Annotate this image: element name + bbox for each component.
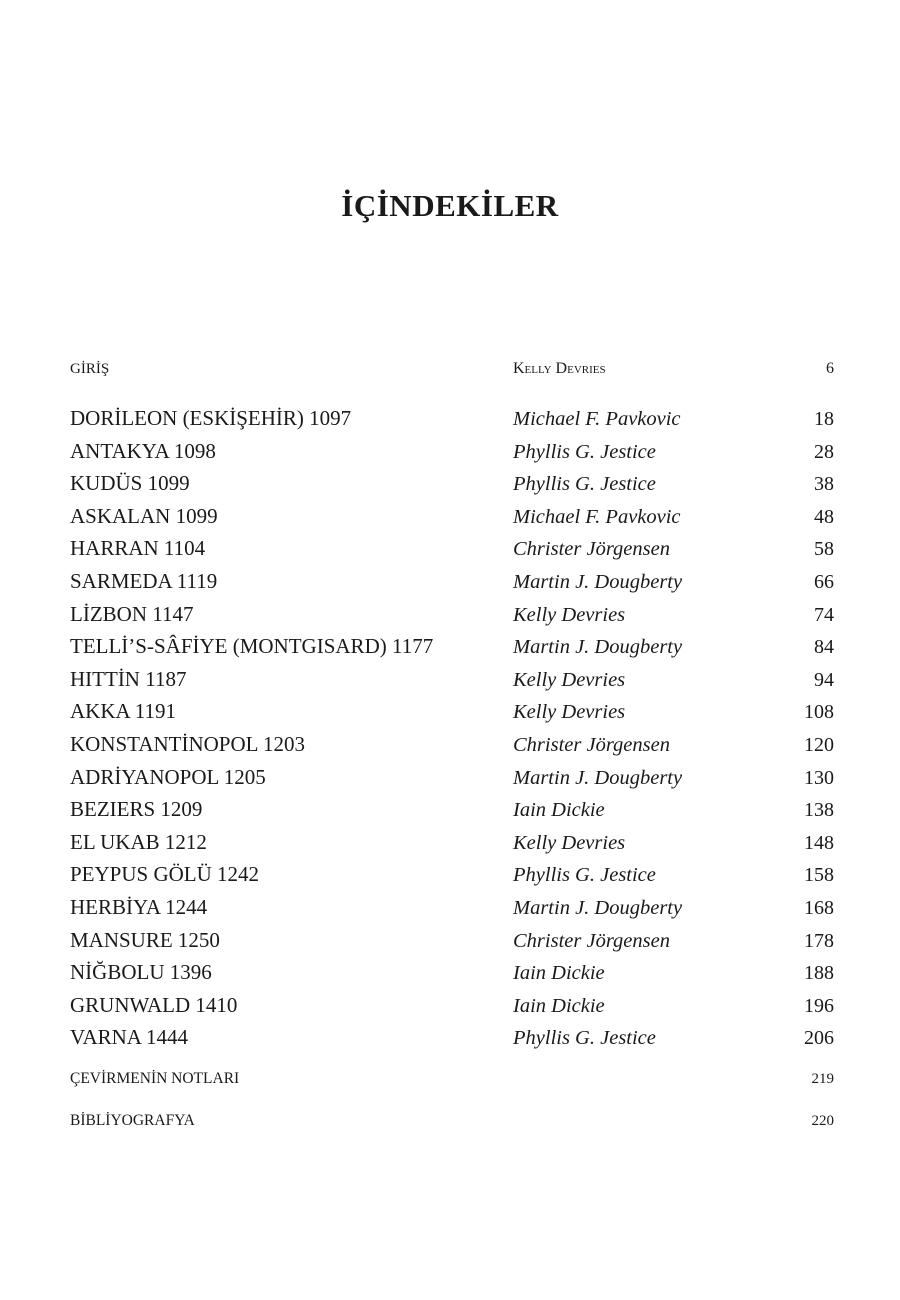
chapter-author: Phyllis G. Jestice — [513, 440, 656, 463]
chapter-title: EL UKAB 1212 — [70, 829, 207, 854]
chapter-title: GRUNWALD 1410 — [70, 992, 238, 1017]
chapter-page-number: 58 — [814, 538, 834, 561]
chapter-title: SARMEDA 1119 — [70, 568, 218, 593]
toc-endmatter-entry[interactable] — [70, 1070, 834, 1100]
chapter-author: Michael F. Pavkovic — [513, 505, 681, 528]
endmatter-page-number: 219 — [811, 1070, 834, 1087]
toc-chapter-entry[interactable] — [70, 830, 834, 863]
toc-chapter-entry[interactable] — [70, 634, 834, 667]
toc-chapter-entry[interactable] — [70, 862, 834, 895]
toc-chapter-entry[interactable] — [70, 569, 834, 602]
chapter-author: Kelly Devries — [513, 668, 626, 691]
toc-chapter-entry[interactable] — [70, 699, 834, 732]
toc-chapter-entry[interactable] — [70, 928, 834, 961]
chapter-author: Kelly Devries — [513, 701, 626, 724]
chapter-author: Iain Dickie — [513, 994, 605, 1017]
chapter-page-number: 108 — [804, 701, 834, 724]
chapter-title: MANSURE 1250 — [70, 927, 220, 952]
chapter-page-number: 196 — [804, 994, 834, 1017]
chapter-page-number: 74 — [814, 603, 834, 626]
toc-intro-entry[interactable] — [70, 360, 834, 390]
intro-title: GİRİŞ — [70, 361, 110, 377]
chapter-page-number: 158 — [804, 864, 834, 887]
endmatter-title: ÇEVİRMENİN NOTLARI — [70, 1069, 240, 1087]
toc-chapter-entry[interactable] — [70, 667, 834, 700]
chapter-page-number: 206 — [804, 1027, 834, 1050]
toc-endmatter-entry[interactable] — [70, 1112, 834, 1142]
chapter-title: KUDÜS 1099 — [70, 471, 190, 496]
intro-author: Kelly Devries — [513, 360, 606, 377]
chapter-author: Iain Dickie — [513, 962, 605, 985]
toc-chapter-entry[interactable] — [70, 993, 834, 1026]
chapter-author: Phyllis G. Jestice — [513, 864, 656, 887]
chapter-title: VARNA 1444 — [70, 1025, 189, 1050]
toc-chapter-entry[interactable] — [70, 960, 834, 993]
toc-chapter-entry[interactable] — [70, 765, 834, 798]
chapter-author: Christer Jörgensen — [513, 929, 670, 952]
intro-page-number: 6 — [826, 360, 834, 377]
chapter-page-number: 178 — [804, 929, 834, 952]
chapter-title: KONSTANTİNOPOL 1203 — [70, 731, 305, 756]
toc-chapter-entry[interactable] — [70, 406, 834, 439]
chapter-title: ADRİYANOPOL 1205 — [70, 764, 266, 789]
chapter-page-number: 188 — [804, 962, 834, 985]
chapter-author: Kelly Devries — [513, 603, 626, 626]
chapter-page-number: 138 — [804, 799, 834, 822]
chapter-page-number: 168 — [804, 896, 834, 919]
chapter-page-number: 28 — [814, 440, 834, 463]
chapter-author: Christer Jörgensen — [513, 538, 670, 561]
chapter-author: Martin J. Dougberty — [513, 896, 683, 919]
chapter-author: Martin J. Dougberty — [513, 766, 683, 789]
chapter-author: Kelly Devries — [513, 831, 626, 854]
chapter-title: TELLİ’S-SÂFİYE (MONTGISARD) 1177 — [70, 634, 434, 659]
chapter-author: Michael F. Pavkovic — [513, 408, 681, 430]
chapter-author: Phyllis G. Jestice — [513, 1027, 656, 1050]
toc-chapter-entry[interactable] — [70, 602, 834, 635]
toc-chapter-entry[interactable] — [70, 471, 834, 504]
chapter-page-number: 120 — [804, 733, 834, 756]
endmatter-title: BİBLİYOGRAFYA — [70, 1111, 195, 1129]
toc-chapter-entry[interactable] — [70, 439, 834, 472]
chapter-title: ANTAKYA 1098 — [70, 438, 216, 463]
chapter-author: Martin J. Dougberty — [513, 636, 683, 659]
toc-chapter-entry[interactable] — [70, 536, 834, 569]
chapter-author: Phyllis G. Jestice — [513, 473, 656, 496]
chapter-title: ASKALAN 1099 — [70, 503, 218, 528]
chapter-title: DORİLEON (ESKİŞEHİR) 1097 — [70, 406, 352, 430]
chapter-page-number: 18 — [814, 408, 834, 430]
chapter-title: AKKA 1191 — [70, 699, 176, 724]
toc-chapter-entry[interactable] — [70, 1025, 834, 1058]
chapter-title: HITTİN 1187 — [70, 666, 187, 691]
chapter-author: Martin J. Dougberty — [513, 570, 683, 593]
toc-chapter-entry[interactable] — [70, 895, 834, 928]
chapter-page-number: 38 — [814, 473, 834, 496]
chapter-page-number: 48 — [814, 505, 834, 528]
chapter-title: PEYPUS GÖLÜ 1242 — [70, 862, 260, 887]
chapter-title: LİZBON 1147 — [70, 601, 194, 626]
toc-chapter-entry[interactable] — [70, 732, 834, 765]
endmatter-page-number: 220 — [811, 1112, 834, 1129]
chapter-author: Iain Dickie — [513, 799, 605, 822]
chapter-title: HERBİYA 1244 — [70, 894, 208, 919]
chapter-page-number: 130 — [804, 766, 834, 789]
chapter-page-number: 148 — [804, 831, 834, 854]
chapter-page-number: 94 — [814, 668, 834, 691]
chapter-title: BEZIERS 1209 — [70, 797, 203, 822]
chapter-page-number: 66 — [814, 570, 834, 593]
page-title: İÇİNDEKİLER — [341, 188, 559, 223]
toc-chapter-entry[interactable] — [70, 504, 834, 537]
table-of-contents — [70, 360, 834, 1142]
chapter-page-number: 84 — [814, 636, 834, 659]
chapter-title: NİĞBOLU 1396 — [70, 960, 212, 985]
chapter-title: HARRAN 1104 — [70, 536, 206, 561]
toc-chapter-entry[interactable] — [70, 797, 834, 830]
chapter-author: Christer Jörgensen — [513, 733, 670, 756]
